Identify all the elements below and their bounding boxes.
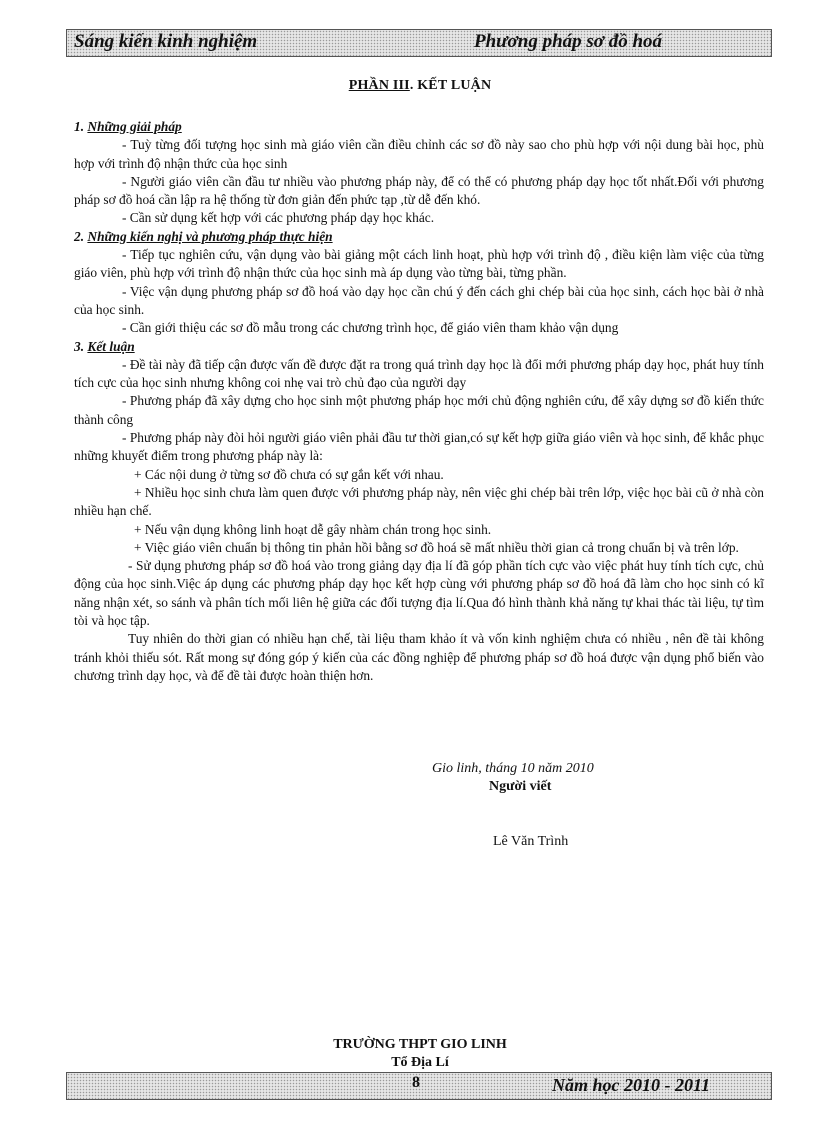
school-group: Tổ Địa Lí [391,1055,449,1070]
document-body [74,118,764,685]
paragraph: Tuy nhiên do thời gian có nhiều hạn chế, tài liệu tham khảo ít và vốn kinh nghiệm chưa có nhiều , nên đề tài không tránh khỏi thiếu sót. Rất mong sự đóng góp ý kiến của các đồng nghiệp để phương pháp sơ đồ hoá được vận dụng phổ biến vào chương trình dạy học, và để đề tài được hoàn thiện hơn. [74,631,764,683]
footer-year: Năm học 2010 - 2011 [552,1075,711,1095]
signature-place-date: Gio linh, tháng 10 năm 2010 [432,761,594,776]
paragraph: - Người giáo viên cần đầu tư nhiều vào phương pháp này, để có thể có phương pháp dạy học tốt nhất.Đối với phương pháp sơ đồ hoá cần lập ra hệ thống từ đơn giản đến phức tạp ,từ dễ đến khó. [74,173,764,208]
header-right-text: Phương pháp sơ đồ hoá [474,31,663,52]
signature-name: Lê Văn Trình [493,834,569,849]
paragraph: - Tiếp tục nghiên cứu, vận dụng vào bài giảng một cách linh hoạt, phù hợp với trình độ , điều kiện làm việc của từng giáo viên, phù hợp với trình độ nhận thức của học sinh mà áp dụng vào từng bài, từng phần. [74,247,764,281]
page-title [0,78,816,94]
school-name: TRƯỜNG THPT GIO LINH [333,1037,507,1052]
section-heading: 1. Những giải pháp [74,119,182,134]
paragraph: - Phương pháp này đòi hỏi người giáo viên phải đầu tư thời gian,có sự kết hợp giữa giáo viên và học sinh, để khắc phục những khuyết điểm trong phương pháp này là: [74,430,764,464]
bullet-item: + Việc giáo viên chuẩn bị thông tin phản hồi bằng sơ đồ hoá sẽ mất nhiều thời gian cả trong chuẩn bị và trên lớp. [134,539,739,555]
paragraph: - Việc vận dụng phương pháp sơ đồ hoá vào dạy học cần chú ý đến cách ghi chép bài của học sinh, cách học bài ở nhà của học sinh. [74,283,764,317]
title-part: PHẦN III [348,78,410,93]
header-left-text: Sáng kiến kinh nghiệm [74,31,258,52]
bullet-item: + Nhiều học sinh chưa làm quen được với phương pháp này, nên việc ghi chép bài trên lớp, việc học bài cũ ở nhà còn nhiều hạn chế. [74,484,764,519]
paragraph: - Cần giới thiệu các sơ đồ mẫu trong các chương trình học, để giáo viên tham khảo vận dụng [122,320,619,336]
paragraph: - Đề tài này đã tiếp cận được vấn đề được đặt ra trong quá trình dạy học là đổi mới phương pháp dạy học, phát huy tính tích cực của học sinh nhưng không coi nhẹ vai trò chủ đạo của người dạy [74,356,764,391]
paragraph: - Cần sử dụng kết hợp với các phương pháp dạy học khác. [122,210,435,226]
footer-school [0,1036,816,1072]
bullet-item: + Các nội dung ở từng sơ đồ chưa có sự gắn kết với nhau. [134,466,444,482]
paragraph: - Tuỳ từng đối tượng học sinh mà giáo viên cần điều chỉnh các sơ đồ này sao cho phù hợp với nội dung bài học, phù hợp với trình độ nhận thức của học sinh [74,137,764,171]
page-number: 8 [412,1074,420,1091]
section-heading: 3. Kết luận [74,338,135,354]
title-rest: . KẾT LUẬN [409,78,492,93]
paragraph: - Phương pháp đã xây dựng cho học sinh một phương pháp học mới chủ động nghiên cứu, để xây dựng sơ đồ kiến thức thành công [74,393,764,427]
paragraph: - Sử dụng phương pháp sơ đồ hoá vào trong giảng dạy địa lí đã góp phần tích cực vào việc phát huy tính tích cực, chủ động của học sinh.Việc áp dụng các phương pháp dạy học kết hợp cùng với phương pháp sơ đồ hoá đã làm cho học sinh có kĩ năng nhận xét, so sánh và phân tích mối liên hệ giữa các đối tượng địa lí.Qua đó hình thành khả năng tự khai thác tài liệu, tự tìm tòi và học tập. [74,558,764,629]
bullet-item: + Nếu vận dụng không linh hoạt dễ gây nhàm chán trong học sinh. [134,521,492,537]
section-heading: 2. Những kiến nghị và phương pháp thực hiện [74,228,333,244]
signature-role: Người viết [489,779,552,794]
